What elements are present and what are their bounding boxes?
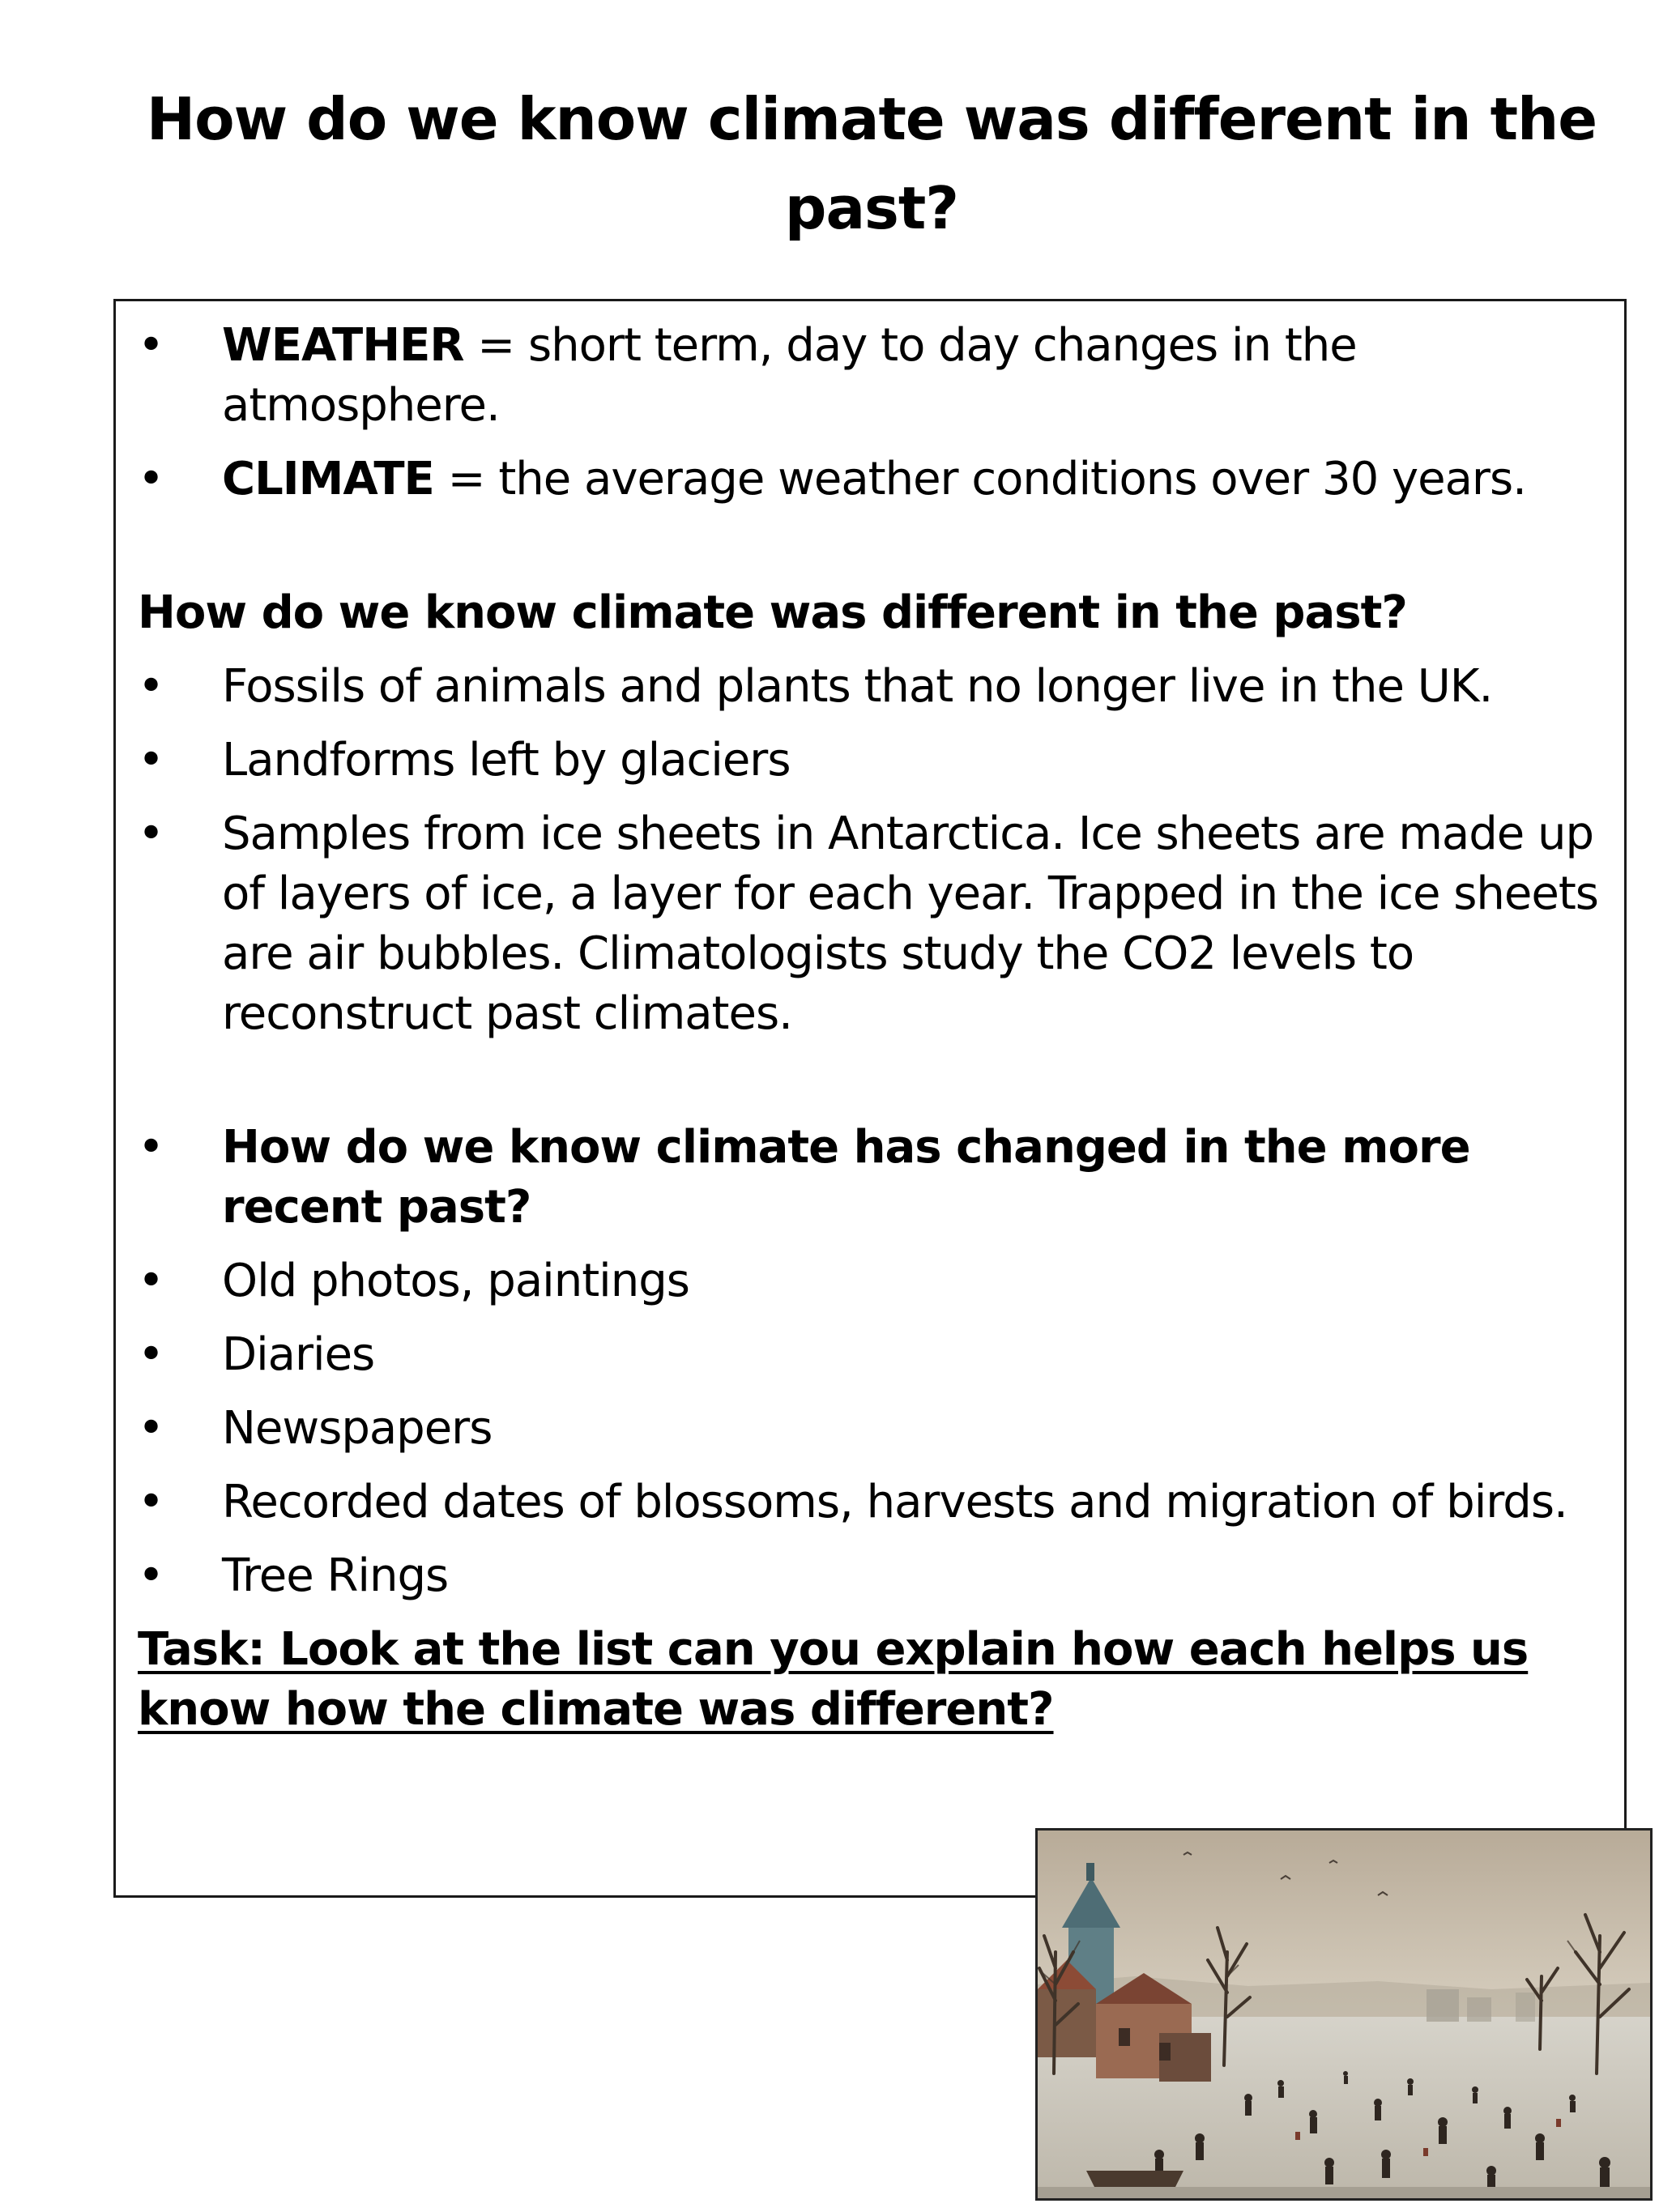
list-item [138, 1325, 1612, 1385]
definition-weather-text: = short term, day to day changes in the atmosphere. [222, 319, 1357, 432]
winter-landscape-painting-icon [1035, 1828, 1653, 2201]
list-item [138, 1473, 1612, 1532]
definition-climate [138, 450, 1612, 509]
bullet-icon: • [138, 808, 164, 860]
list-item [138, 1251, 1612, 1311]
bullet-icon: • [138, 1549, 164, 1602]
bullet-icon: • [138, 1121, 164, 1174]
term-weather: WEATHER [222, 319, 464, 372]
section-recent-heading: How do we know climate has changed in the more recent past? [222, 1121, 1470, 1234]
list-item [138, 804, 1612, 1044]
painting-illustration [1038, 1831, 1650, 2198]
bullet-icon: • [138, 1255, 164, 1307]
definition-weather [138, 316, 1612, 436]
list-item-text: Samples from ice sheets in Antarctica. Ice sheets are made up of layers of ice, a layer for each year. Trapped in the ice sheets are air bubbles. Climatologists study the CO2 levels to reconstruct past climates. [222, 808, 1598, 1040]
list-item [138, 731, 1612, 791]
list-item-text: Diaries [222, 1328, 375, 1381]
list-item [138, 1546, 1612, 1606]
bullet-icon: • [138, 660, 164, 713]
list-item [138, 657, 1612, 717]
spacer [138, 1058, 1612, 1118]
list-item-text: Recorded dates of blossoms, harvests and migration of birds. [222, 1476, 1567, 1528]
content-body [138, 316, 1612, 1740]
list-item [138, 1399, 1612, 1459]
list-item-text: Tree Rings [222, 1549, 449, 1602]
page-title: How do we know climate was different in the past? [146, 85, 1597, 242]
bullet-icon: • [138, 734, 164, 786]
content-box [113, 299, 1627, 1898]
list-item-text: Newspapers [222, 1402, 493, 1455]
definition-climate-text: = the average weather conditions over 30 years. [433, 453, 1526, 505]
bullet-icon: • [138, 1328, 164, 1381]
task-text: Task: Look at the list can you explain how each helps us know how the climate was different? [138, 1623, 1529, 1736]
list-item-text: Fossils of animals and plants that no longer live in the UK. [222, 660, 1493, 713]
list-item-text: Landforms left by glaciers [222, 734, 791, 786]
term-climate: CLIMATE [222, 453, 434, 505]
bullet-icon: • [138, 1476, 164, 1528]
bullet-icon: • [138, 319, 164, 372]
spacer [138, 523, 1612, 583]
section-recent-heading-row [138, 1118, 1612, 1238]
bullet-icon: • [138, 453, 164, 505]
list-item-text: Old photos, paintings [222, 1255, 689, 1307]
bullet-icon: • [138, 1402, 164, 1455]
section-past-heading: How do we know climate was different in the past? [138, 586, 1407, 639]
